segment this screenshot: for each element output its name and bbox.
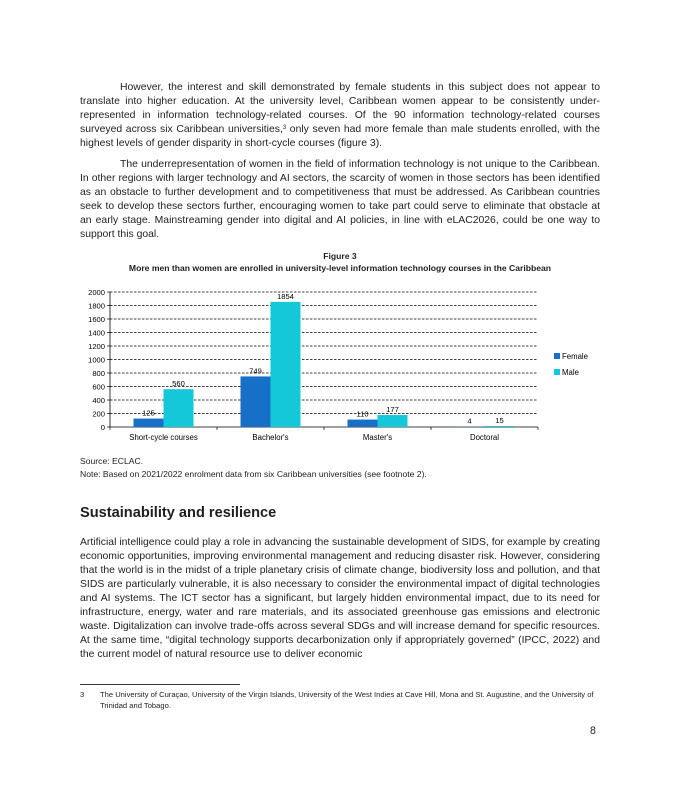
bar-female bbox=[348, 420, 378, 427]
bar-female bbox=[241, 376, 271, 427]
footnote-text: The University of Curaçao, University of the Virgin Islands, University of the West Indies at Cave Hill, Mona and St. Augustine, and the University of Trinidad and Tobago. bbox=[100, 690, 594, 710]
y-tick-label: 2000 bbox=[88, 288, 105, 297]
data-label: 1854 bbox=[277, 291, 294, 301]
bar-female bbox=[134, 419, 164, 427]
data-label: 125 bbox=[142, 408, 155, 418]
figure-source: Source: ECLAC. bbox=[80, 456, 144, 466]
data-label: 177 bbox=[386, 405, 399, 415]
x-tick-label: Doctoral bbox=[469, 433, 500, 442]
y-tick-label: 1800 bbox=[88, 301, 105, 311]
y-tick-label: 1600 bbox=[88, 315, 105, 324]
data-label: 4 bbox=[467, 416, 472, 426]
legend-label: Female bbox=[562, 352, 588, 361]
footnote-number: 3 bbox=[80, 690, 85, 699]
data-label: 749 bbox=[249, 366, 262, 376]
section-heading: Sustainability and resilience bbox=[80, 505, 277, 521]
paragraph-text: only seven had more female than male students enrolled, with the highest levels of gender disparity in short-cycle courses (figure 3). bbox=[80, 124, 600, 149]
legend-swatch-female bbox=[554, 353, 560, 359]
paragraph-text: However, the interest and skill demonstrated by female students in this subject does not appear to translate into higher education. At the university level, Caribbean women appear to be consistently under-represented in information technology-related courses. Of the 90 information technology-related courses surveyed across six Caribbean universities, bbox=[80, 82, 600, 135]
y-tick-label: 1400 bbox=[88, 328, 105, 338]
paragraph-sustainability: Artificial intelligence could play a role in advancing the sustainable development of SIDS, for example by creating economic opportunities, improving environmental management and reducing disaster risk. However, considering that the world is in the midst of a triple planetary crisis of climate change, biodiversity loss and pollution, and that SIDS are particularly vulnerable, it is also necessary to consider the environmental impact of digital technologies and AI systems. The ICT sector has a significant, but largely hidden environmental impact, due to its need for infrastructure, energy, water and rare materials, and its associated greenhouse gas emissions and electronic waste. Digitalization can involve trade-offs across several SDGs and will increase demand for specific resources. At the same time, “digital technology supports decarbonization only if appropriately governed” (IPCC, 2022) and the current model of natural resource use to deliver economic bbox=[80, 537, 600, 660]
y-tick-label: 600 bbox=[92, 382, 105, 392]
x-tick-label: Short-cycle courses bbox=[129, 433, 198, 442]
x-tick-label: Bachelor's bbox=[252, 433, 289, 442]
figure-title: More men than women are enrolled in university-level information technology courses in the Caribbean bbox=[128, 263, 552, 273]
y-tick-label: 800 bbox=[92, 369, 105, 378]
bar-male bbox=[164, 389, 194, 427]
enrolment-bar-chart bbox=[80, 280, 600, 448]
y-tick-label: 400 bbox=[92, 396, 105, 405]
bar-male bbox=[271, 302, 301, 427]
data-label: 15 bbox=[495, 415, 504, 425]
y-tick-label: 200 bbox=[92, 409, 105, 419]
footnote-ref[interactable]: 3 bbox=[282, 125, 287, 131]
figure-note: Note: Based on 2021/2022 enrolment data from six Caribbean universities (see footnote 2). bbox=[80, 469, 427, 479]
legend-label: Male bbox=[562, 368, 579, 377]
footnote bbox=[80, 689, 600, 711]
bar-male bbox=[378, 415, 408, 427]
paragraph-female-enrolment bbox=[80, 81, 600, 151]
data-label: 110 bbox=[356, 409, 369, 419]
x-tick-label: Master's bbox=[362, 433, 393, 442]
figure-number: Figure 3 bbox=[323, 251, 357, 261]
footnote-divider bbox=[80, 684, 240, 685]
legend-swatch-male bbox=[554, 369, 560, 375]
bar-male bbox=[485, 426, 515, 427]
data-label: 560 bbox=[172, 379, 185, 389]
y-tick-label: 0 bbox=[100, 423, 105, 432]
page-number: 8 bbox=[590, 725, 596, 737]
paragraph-underrepresentation: The underrepresentation of women in the field of information technology is not unique to the Caribbean. In other regions with larger technology and AI sectors, the scarcity of women in those sectors has been identified as an obstacle to further development and to competitiveness that must be addressed. As Caribbean countries seek to develop these sectors further, encouraging women to take part could serve to eliminate that obstacle at an early stage. Mainstreaming gender into digital and AI policies, in line with eLAC2026, could be one way to support this goal. bbox=[80, 159, 600, 240]
y-tick-label: 1200 bbox=[88, 342, 105, 351]
y-tick-label: 1000 bbox=[88, 355, 105, 365]
